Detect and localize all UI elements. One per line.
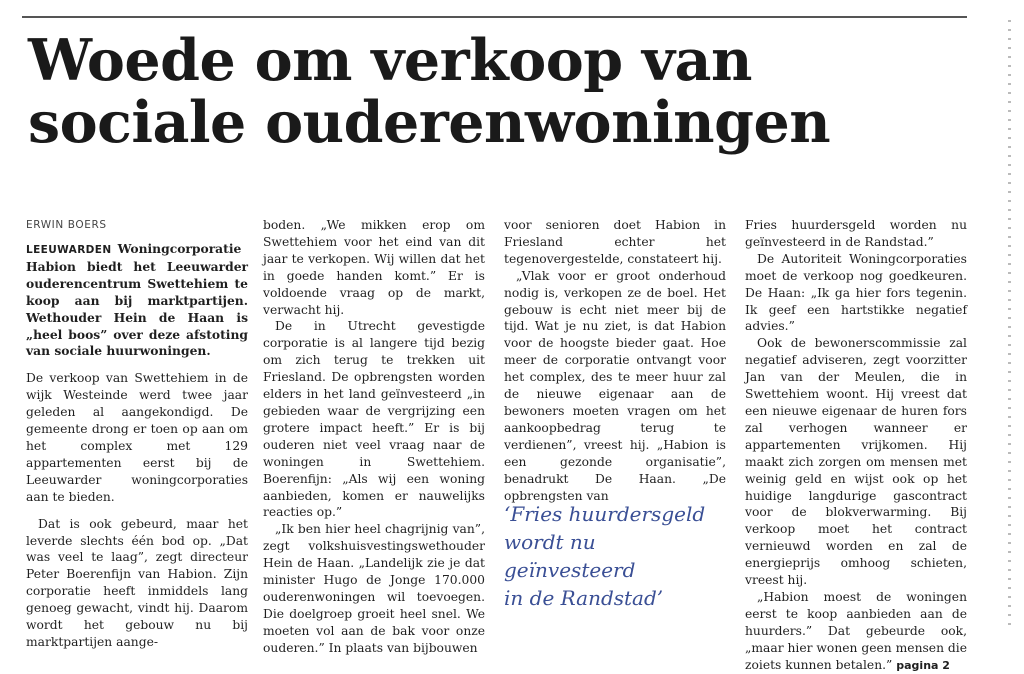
byline: ERWIN BOERS — [26, 219, 107, 231]
paragraph: De in Utrecht gevestigde corporatie is al langere tijd bezig om zich terug te trekken uit Friesland. De opbrengsten worden elders in het land geïnvesteerd „in gebieden waar de vergrijzing een grotere impact heeft.” Er is bij ouderen niet veel vraag naar de woningen in Swettehiem. Boerenfijn: „Als wij een woning aanbieden, komen er nauwelijks reacties op.” — [263, 319, 485, 520]
headline-line-1: Woede om verkoop van — [28, 27, 752, 94]
pull-quote-line: wordt nu — [504, 530, 596, 554]
dateline: LEEUWARDEN — [26, 244, 112, 256]
page-edge-dots — [1008, 20, 1011, 630]
paragraph: Ook de bewonerscommissie zal negatief adviseren, zegt voorzitter Jan van der Meulen, die in Swettehiem woont. Hij vreest dat een nieuwe eigenaar de huren fors zal verhogen wanneer er appartementen vrijkomen. Hij maakt zich zorgen om mensen met weinig geld en wijst ook op het huidige langdurige gascontract voor de blokverwarming. Bij verkoop moet het contract vernieuwd worden en zal de energieprijs omhoog schieten, vreest hij. — [745, 336, 967, 588]
pull-quote-line: ‘Fries huurdersgeld — [504, 502, 706, 526]
headline — [28, 27, 831, 156]
paragraph: voor senioren doet Habion in Friesland echter het tegenovergestelde, constateert hij. — [504, 218, 726, 266]
paragraph: Dat is ook gebeurd, maar het leverde slechts één bod op. „Dat was veel te laag”, zegt directeur Peter Boerenfijn van Habion. Zijn corporatie heeft inmiddels lang genoeg gewacht, vindt hij. Daarom wordt het gebouw nu bij marktpartijen aange- — [26, 516, 248, 649]
pull-quote — [504, 500, 705, 612]
headline-line-2: sociale ouderenwoningen — [28, 89, 831, 156]
page-reference: pagina 2 — [896, 658, 950, 672]
pull-quote-line: in de Randstad’ — [504, 586, 664, 610]
paragraph-text: „Habion moest de woningen eerst te koop aanbieden aan de huurders.” Dat gebeurde ook, „maar hier wonen geen mensen die zoiets kunnen betalen.” — [745, 589, 967, 672]
column-2 — [263, 217, 485, 657]
column-4 — [745, 217, 967, 674]
paragraph: „Ik ben hier heel chagrijnig van”, zegt volkshuisvestingswethouder Hein de Haan. „Landelijk zie je dat minister Hugo de Jonge 170.000 ouderenwoningen wil toevoegen. Die doelgroep groeit heel snel. We moeten vol aan de bak voor onze ouderen.” In plaats van bijbouwen — [263, 522, 485, 655]
paragraph: Fries huurdersgeld worden nu geïnvesteerd in de Randstad.” — [745, 218, 967, 249]
intro-paragraph — [26, 241, 248, 360]
paragraph: De Autoriteit Woningcorporaties moet de verkoop nog goedkeuren. De Haan: „Ik ga hier fors tegenin. Ik geef een hartstikke negatief advies.” — [745, 251, 967, 334]
column-1 — [26, 217, 248, 651]
pull-quote-line: geïnvesteerd — [504, 558, 636, 582]
paragraph: De verkoop van Swettehiem in de wijk Westeinde werd twee jaar geleden al aangekondigd. De gemeente drong er toen op aan om het complex met 129 appartementen eerst bij de Leeuwarder woningcorporaties aan te bieden. — [26, 371, 248, 504]
paragraph: boden. „We mikken erop om Swettehiem voor het eind van dit jaar te verkopen. Wij willen dat het in goede handen komt.” Er is voldoende vraag op de markt, verwacht hij. — [263, 218, 485, 317]
paragraph: „Vlak voor er groot onderhoud nodig is, verkopen ze de boel. Het gebouw is echt niet meer bij de tijd. Wat je nu ziet, is dat Habion voor de hoogste bieder gaat. Hoe meer de corporatie ontvangt voor het complex, des te meer huur zal de nieuwe eigenaar aan de bewoners moeten vragen om het aankoopbedrag terug te verdienen”, vreest hij. „Habion is een gezonde organisatie”, benadrukt De Haan. „De opbrengsten van — [504, 268, 726, 503]
intro-text: Woningcorporatie Habion biedt het Leeuwarder ouderencentrum Swettehiem te koop aan bij marktpartijen. Wethouder Hein de Haan is „heel boos” over deze afstoting van sociale huurwoningen. — [26, 241, 248, 359]
column-3 — [504, 217, 726, 504]
top-rule — [22, 16, 967, 18]
paragraph — [745, 589, 967, 674]
